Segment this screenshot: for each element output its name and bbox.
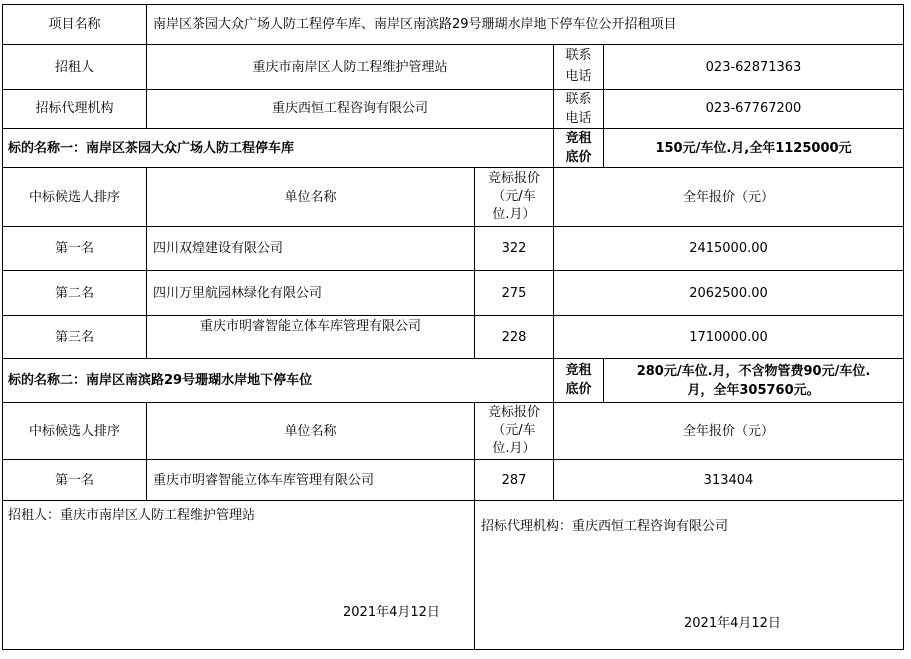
row-unit: 四川双煌建设有限公司 <box>153 241 284 256</box>
lot1-header-bid-2: （元/车 <box>492 189 536 204</box>
row-bid: 275 <box>501 286 527 301</box>
row-unit: 四川万里航园林绿化有限公司 <box>153 286 323 301</box>
lot2-header-bid-1: 竞标报价 <box>487 405 540 420</box>
project-name-label: 项目名称 <box>48 17 101 32</box>
agent-phone: 023-67767200 <box>705 101 802 116</box>
lot1-header-bid-1: 竞标报价 <box>487 171 540 186</box>
lessor-label: 招租人 <box>54 60 94 75</box>
lot1-reserve-value: 150元/车位.月,全年1125000元 <box>655 141 852 156</box>
lessor-value: 重庆市南岸区人防工程维护管理站 <box>252 60 448 75</box>
lessor-phone-label-1: 联系 <box>565 48 592 63</box>
lot2-reserve-label-2: 底价 <box>565 382 592 397</box>
agent-label: 招标代理机构 <box>35 101 114 116</box>
lot2-reserve-label-1: 竞租 <box>565 363 592 378</box>
footer-lessor-date: 2021年4月12日 <box>343 605 440 620</box>
lot1-header-bid-3: 位.月） <box>492 207 536 222</box>
lot1-reserve-label-1: 竞租 <box>565 131 592 146</box>
lot2-header-unit: 单位名称 <box>284 424 337 439</box>
lot2-header-bid-3: 位.月） <box>492 441 536 456</box>
row-rank: 第三名 <box>54 330 94 345</box>
lot1-reserve-label-2: 底价 <box>565 150 592 165</box>
lessor-phone: 023-62871363 <box>705 60 802 75</box>
lot2-header-rank: 中标候选人排序 <box>28 424 120 439</box>
row-rank: 第二名 <box>54 286 94 301</box>
row-annual: 2415000.00 <box>689 241 768 256</box>
row-rank: 第一名 <box>54 241 94 256</box>
row-bid: 322 <box>501 241 527 256</box>
lot1-header-rank: 中标候选人排序 <box>28 190 120 205</box>
agent-value: 重庆西恒工程咨询有限公司 <box>271 101 428 116</box>
row-rank: 第一名 <box>54 473 94 488</box>
lot1-header-annual: 全年报价（元） <box>682 190 774 205</box>
lot2-reserve-value-2: 月，全年305760元。 <box>687 383 820 398</box>
footer-agent-date: 2021年4月12日 <box>684 616 781 631</box>
lot2-reserve-value-1: 280元/车位.月，不含物管费90元/车位. <box>636 364 871 379</box>
project-name-value: 南岸区茶园大众广场人防工程停车库、南岸区南滨路29号珊瑚水岸地下停车位公开招租项目 <box>153 17 677 32</box>
agent-phone-label-1: 联系 <box>565 92 592 107</box>
footer-agent: 招标代理机构：重庆西恒工程咨询有限公司 <box>481 519 729 534</box>
row-unit: 重庆市明睿智能立体车库管理有限公司 <box>199 319 421 334</box>
lessor-phone-label-2: 电话 <box>565 69 592 84</box>
lot1-header-unit: 单位名称 <box>284 190 337 205</box>
row-annual: 1710000.00 <box>689 330 768 345</box>
lot1-title: 标的名称一：南岸区茶园大众广场人防工程停车库 <box>8 141 295 156</box>
row-annual: 2062500.00 <box>689 286 768 301</box>
lot2-header-bid-2: （元/车 <box>492 423 536 438</box>
row-annual: 313404 <box>703 473 754 488</box>
row-bid: 287 <box>501 473 527 488</box>
row-unit: 重庆市明睿智能立体车库管理有限公司 <box>153 473 375 488</box>
row-bid: 228 <box>501 330 527 345</box>
agent-phone-label-2: 电话 <box>565 111 592 126</box>
lot2-title: 标的名称二：南岸区南滨路29号珊瑚水岸地下停车位 <box>8 373 313 388</box>
footer-lessor: 招租人：重庆市南岸区人防工程维护管理站 <box>8 508 256 523</box>
lot2-header-annual: 全年报价（元） <box>682 424 774 439</box>
